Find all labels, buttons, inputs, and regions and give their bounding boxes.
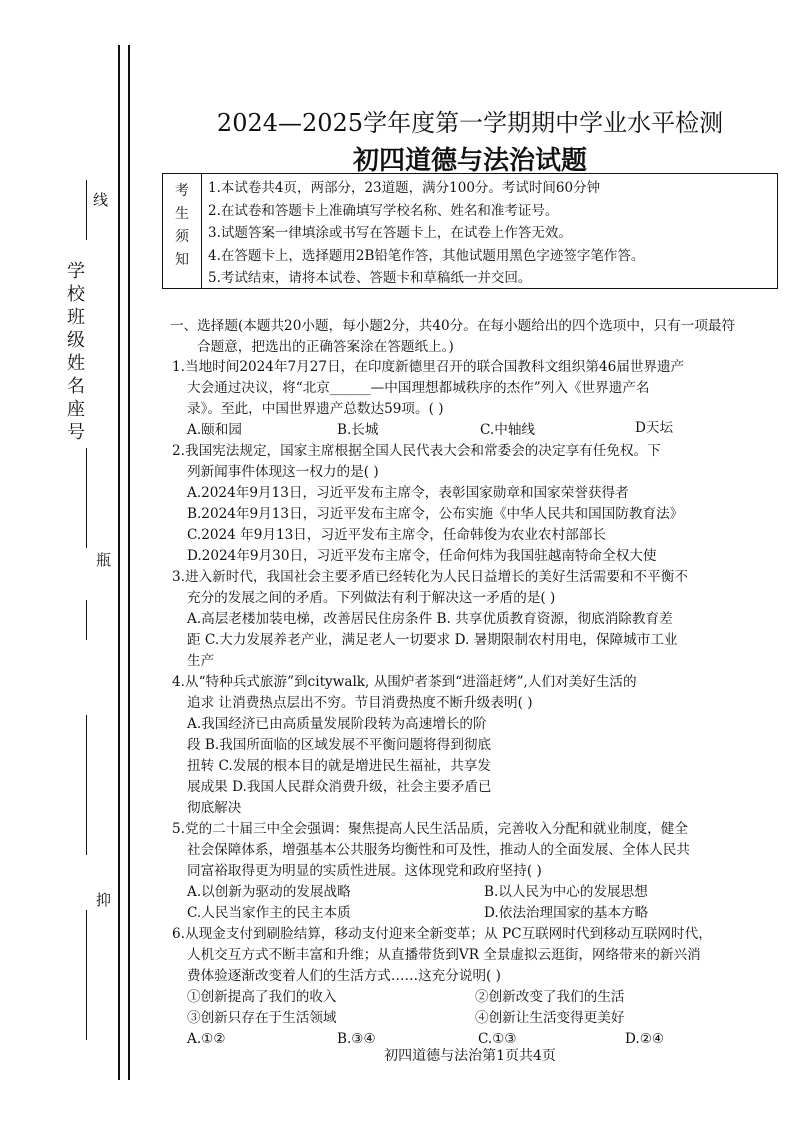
q6-option-a: A.①②: [187, 1031, 226, 1047]
q5-option-c: C.人民当家作主的民主本质: [187, 905, 351, 921]
seal-mark-top: 线: [93, 191, 109, 209]
q2-stem-cont: 列新闻事件体现这一权力的是( ): [187, 464, 379, 480]
seal-line-5: [86, 910, 87, 1040]
field-char: 校: [67, 284, 85, 305]
field-char: 座: [67, 399, 85, 420]
q4-stem: 4.从“特种兵式旅游”到citywalk, 从围炉者茶到“进淄赶烤”,人们对美好生活的: [172, 674, 637, 690]
binding-line-inner: [128, 45, 130, 1080]
q4-options: 扭转 C.发展的根本目的就是增进民生福祉，共享发: [187, 758, 492, 774]
q4-options: 彻底解决: [187, 800, 242, 816]
q2-option-b: B.2024年9月13日，习近平发布主席令，公布实施《中华人民共和国国防教育法》: [187, 506, 684, 522]
notice-item: 1.本试卷共4页，两部分，23道题，满分100分。考试时间60分钟: [208, 180, 601, 196]
q6-option-b: B.③④: [337, 1031, 376, 1047]
notice-label-char: 考: [175, 183, 189, 199]
field-char: 班: [67, 307, 85, 328]
q6-stem: 6.从现金支付到刷脸结算，移动支付迎来全新变革；从 PC互联网时代到移动互联网时代，: [172, 926, 712, 942]
q2-stem: 2.我国宪法规定，国家主席根据全国人民代表大会和常委会的决定享有任免权。下: [172, 443, 661, 459]
q3-options: A.高层老楼加装电梯，改善居民住房条件 B. 共享优质教育资源，彻底消除教育差: [187, 611, 673, 627]
page-footer: 初四道德与法治第1页共4页: [384, 1048, 556, 1064]
q5-stem: 5.党的二十届三中全会强调：聚焦提高人民生活品质，完善收入分配和就业制度，健全: [172, 821, 688, 837]
seal-mark-mid: 瓶: [96, 551, 112, 569]
q2-option-a: A.2024年9月13日，习近平发布主席令，表彰国家勋章和国家荣誉获得者: [187, 485, 629, 501]
notice-label: [163, 174, 202, 288]
field-char: 号: [67, 422, 85, 443]
q1-stem: 1.当地时间2024年7月27日，在印度新德里召开的联合国教科文组织第46届世界遗产: [172, 359, 685, 375]
q6-statement-1: ①创新提高了我们的收入: [187, 989, 337, 1005]
student-info-fields: [66, 260, 86, 444]
q1-option-a: A.颐和园: [187, 422, 242, 438]
notice-box: [162, 173, 778, 289]
seal-line-3: [86, 600, 87, 640]
field-char: 学: [67, 261, 85, 282]
q5-option-b: B.以人民为中心的发展思想: [484, 884, 648, 900]
q5-option-a: A.以创新为驱动的发展战略: [187, 884, 351, 900]
section-heading-cont: 合题意，把选出的正确答案涂在答题纸上。): [197, 339, 454, 355]
q4-options: 段 B.我国所面临的区域发展不平衡问题将得到彻底: [187, 737, 492, 753]
q1-option-b: B.长城: [337, 422, 379, 438]
q3-stem: 3.进入新时代，我国社会主要矛盾已经转化为人民日益增长的美好生活需要和不平衡不: [172, 569, 688, 585]
field-char: 姓: [67, 353, 85, 374]
q6-stem-cont: 费体验逐渐改变着人们的生活方式……这充分说明( ): [187, 968, 501, 984]
q1-stem-cont: 录》。至此，中国世界遗产总数达59项。( ): [187, 401, 444, 417]
q1-option-c: C.中轴线: [480, 422, 536, 438]
q6-statement-4: ④创新让生活变得更美好: [475, 1010, 625, 1026]
notice-label-char: 知: [175, 252, 189, 268]
notice-item: 4.在答题卡上，选择题用2B铅笔作答，其他试题用黑色字迹签字笔作答。: [208, 247, 645, 264]
q5-stem-cont: 同富裕取得更为明显的实质性进展。这体现党和政府坚持( ): [187, 863, 542, 879]
seal-line-4: [86, 715, 87, 855]
q1-option-d: D天坛: [635, 420, 674, 436]
q6-option-d: D.②④: [625, 1031, 665, 1047]
notice-item: 5.考试结束，请将本试卷、答题卡和草稿纸一并交回。: [208, 270, 532, 286]
notice-label-char: 生: [175, 206, 189, 222]
q2-option-c: C.2024 年9月13日，习近平发布主席令，任命韩俊为农业农村部部长: [187, 527, 606, 543]
q5-stem-cont: 社会保障体系，增强基本公共服务均衡性和可及性，推动人的全面发展、全体人民共: [187, 842, 690, 858]
seal-mark-bottom: 抑: [96, 891, 112, 909]
field-char: 级: [67, 330, 85, 351]
q3-options: 距 C.大力发展养老产业，满足老人一切要求 D. 暑期限制农村用电，保障城市工业: [187, 632, 678, 648]
notice-item: 3.试题答案一律填涂或书写在答题卡上，在试卷上作答无效。: [208, 225, 572, 241]
q4-options: A.我国经济已由高质量发展阶段转为高速增长的阶: [187, 716, 487, 732]
seal-line-2: [86, 448, 87, 548]
q6-statement-2: ②创新改变了我们的生活: [475, 989, 625, 1005]
q4-stem-cont: 追求 让消费热点层出不穷。节目消费热度不断升级表明( ): [187, 695, 533, 711]
q5-option-d: D.依法治理国家的基本方略: [484, 905, 649, 921]
q4-options: 展成果 D.我国人民群众消费升级，社会主要矛盾已: [187, 779, 492, 795]
q1-stem-cont: 大会通过决议，将“北京______—中国理想都城秩序的杰作”列入《世界遗产名: [187, 380, 650, 396]
q2-option-d: D.2024年9月30日，习近平发布主席令，任命何炜为我国驻越南特命全权大使: [187, 548, 657, 564]
section-heading: 一、选择题(本题共20小题，每小题2分，共40分。在每小题给出的四个选项中，只有一项最符: [170, 318, 736, 334]
binding-line-outer: [118, 45, 120, 1080]
q6-stem-cont: 人机交互方式不断丰富和升维；从直播带货到VR 全景虚拟云逛街，网络带来的新兴消: [187, 947, 701, 963]
seal-line-1: [86, 180, 87, 240]
exam-title: 2024—2025学年度第一学期期中学业水平检测: [216, 109, 724, 137]
notice-item: 2.在试卷和答题卡上准确填写学校名称、姓名和准考证号。: [208, 202, 559, 219]
q6-option-c: C.①③: [478, 1031, 517, 1047]
q3-stem-cont: 充分的发展之间的矛盾。下列做法有利于解决这一矛盾的是( ): [187, 590, 556, 606]
q3-options: 生产: [187, 653, 215, 669]
notice-label-char: 须: [175, 229, 189, 245]
field-char: 名: [67, 376, 85, 397]
exam-subtitle: 初四道德与法治试题: [352, 146, 587, 176]
notice-items: [208, 177, 644, 290]
q6-statement-3: ③创新只存在于生活领域: [187, 1010, 337, 1026]
